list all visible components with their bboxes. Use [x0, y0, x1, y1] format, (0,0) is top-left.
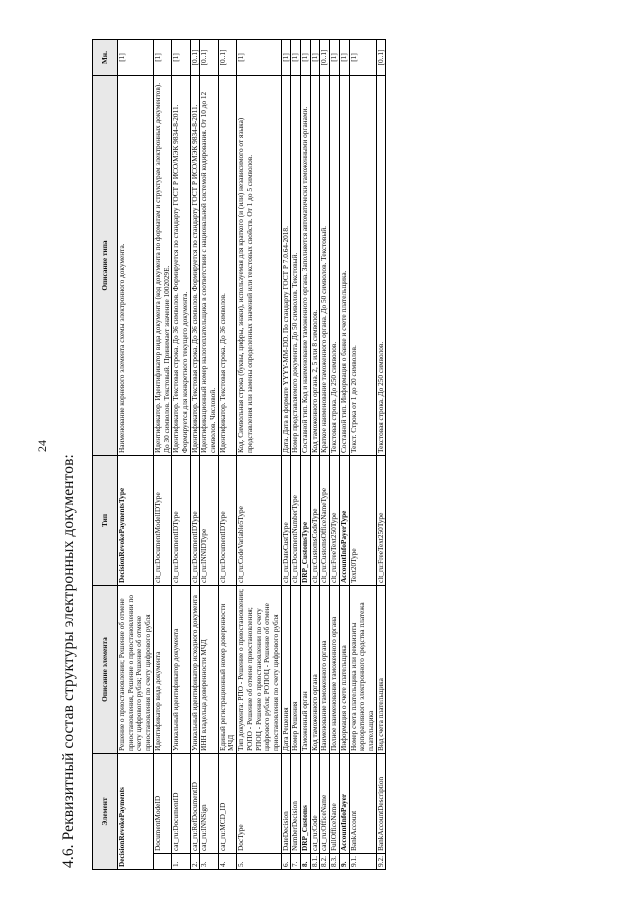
cell-type: clt_ru:DocumentIDType [218, 456, 236, 586]
cell-element-description: Единый регистрационный номер доверенности МЧД [218, 586, 236, 754]
cell-element: DocumentModeID [153, 754, 171, 854]
cell-type-description: Текст. Строка от 1 до 20 символов. [349, 76, 376, 456]
table-header-row [93, 40, 118, 870]
cell-type: DecisionRevokePaymentsType [118, 456, 154, 586]
cell-type: clt_ru:CustomsCodeType [310, 456, 320, 586]
cell-multiplicity: [1] [118, 40, 154, 76]
cell-number: 4. [218, 854, 236, 870]
cell-multiplicity: [1] [237, 40, 282, 76]
requisites-table [92, 39, 386, 870]
cell-type-description: Идентификатор. Текстовая строка. До 36 символов. [218, 76, 236, 456]
header-multiplicity: Мн. [93, 40, 118, 76]
cell-multiplicity: [1] [172, 40, 190, 76]
cell-number: 6. [281, 854, 291, 870]
cell-element-description: Дата Решения [281, 586, 291, 754]
cell-element: cat_ru:DocumentID [172, 754, 190, 854]
cell-multiplicity: [1] [301, 40, 311, 76]
cell-number: 8.3. [330, 854, 340, 870]
cell-multiplicity: [1] [291, 40, 301, 76]
cell-number: 8.1. [310, 854, 320, 870]
cell-element-description: Наименование таможенного органа [320, 586, 330, 754]
cell-type-description: Составной тип. Код и наименование таможенного органа. Заполняется автоматически таможенными органами. [301, 76, 311, 456]
cell-type-description: Дата. Дата в формате YYYY-MM-DD. По стандарту ГОСТ Р 7.0.64-2018. [281, 76, 291, 456]
cell-multiplicity: [1] [281, 40, 291, 76]
section-title: 4.6. Реквизитный состав структуры электронных документов: [60, 454, 77, 868]
cell-element-description: Полное наименование таможенного органа [330, 586, 340, 754]
cell-number: 8.2. [320, 854, 330, 870]
cell-multiplicity: [1] [310, 40, 320, 76]
table-row [376, 40, 386, 870]
cell-type-description: Номер представляемого документа. До 50 символов. Текстовый. [291, 76, 301, 456]
cell-multiplicity: [1] [153, 40, 171, 76]
header-type: Тип [93, 456, 118, 586]
cell-multiplicity: [0..1] [200, 40, 218, 76]
cell-number: 3. [200, 854, 218, 870]
cell-type-description: Идентификационный номер налогоплательщика в соответствии с национальной системой кодирования. От 10 до 12 символов. Числовой. [200, 76, 218, 456]
cell-type: clt_ru:DocumentIDType [172, 456, 190, 586]
table-body [118, 40, 386, 870]
rotated-page-content [60, 40, 386, 870]
cell-type-description: Идентификатор. Текстовая строка. До 36 символов. Формируется по стандарту ГОСТ Р ИСО/МЭК 9834-8-2011. [190, 76, 200, 456]
table-row [153, 40, 171, 870]
cell-element: cat_ru:MCD_ID [218, 754, 236, 854]
cell-element: BankAccountDescription [376, 754, 386, 854]
cell-element-description: Информация о счете плательщика [339, 586, 349, 754]
cell-type: clt_ru:FreeText250Type [376, 456, 386, 586]
cell-type-description: Текстовая строка. До 250 символов. [376, 76, 386, 456]
cell-type: clt_ru:FreeText250Type [330, 456, 340, 586]
cell-element: FullOfficeName [330, 754, 340, 854]
cell-number [153, 854, 171, 870]
cell-type-description: Краткое наименование таможенного органа. До 50 символов. Текстовый. [320, 76, 330, 456]
cell-element: BankAccount [349, 754, 376, 854]
cell-element-description: Код таможенного органа [310, 586, 320, 754]
table-row [339, 40, 349, 870]
cell-element: DRP_Customs [301, 754, 311, 854]
cell-element-description: Идентификатор вида документа [153, 586, 171, 754]
cell-element-description: Таможенный орган [301, 586, 311, 754]
cell-multiplicity: [1] [330, 40, 340, 76]
cell-element-description: Уникальный идентификатор документа [172, 586, 190, 754]
cell-multiplicity: [0..1] [320, 40, 330, 76]
cell-type: DRP_CustomsType [301, 456, 311, 586]
cell-type-description: Код таможенного органа. 2, 5 или 8 символов. [310, 76, 320, 456]
cell-type-description: Идентификатор. Текстовая строка. До 36 символов. Формируется по стандарту ГОСТ Р ИСО/МЭК 9834-8-2011. Формируется для конкретного текущего документа. [172, 76, 190, 456]
table-row [237, 40, 282, 870]
table-row [330, 40, 340, 870]
cell-type-description: Код. Символьная строка (буквы, цифры, знаки), используемая для краткого (и (или) независимого от языка) представления или замены определенных значений или текстовых свойств. От 1 до 5 символов. [237, 76, 282, 456]
header-element-description: Описание элемента [93, 586, 118, 754]
cell-number: 8. [301, 854, 311, 870]
cell-type: clt_ru:INNIDType [200, 456, 218, 586]
table-row [172, 40, 190, 870]
cell-number: 9.1. [349, 854, 376, 870]
table-row [200, 40, 218, 870]
cell-element: DateDecision [281, 754, 291, 854]
cell-number: 9. [339, 854, 349, 870]
table-row [301, 40, 311, 870]
cell-type-description: Идентификатор. Идентификатор вида документа (код документа по форматам и структурам электронных документов). До 30 символов. Текстовый. Принимает значение 1002029Е. [153, 76, 171, 456]
cell-element-description: Вид счета плательщика [376, 586, 386, 754]
cell-type-description: Составной тип. Информация о банке и счете плательщика. [339, 76, 349, 456]
cell-number: 9.2. [376, 854, 386, 870]
cell-element: cat_ru:Code [310, 754, 320, 854]
cell-element-description: Уникальный идентификатор исходного документа [190, 586, 200, 754]
cell-element: NumberDecision [291, 754, 301, 854]
cell-multiplicity: [0..1] [218, 40, 236, 76]
cell-element-description: Номер счета плательщика или реквизиты корпоративного электронного средства платежа плательщика [349, 586, 376, 754]
cell-element: cat_ru:RefDocumentID [190, 754, 200, 854]
header-type-description: Описание типа [93, 76, 118, 456]
cell-element: DecisionRevokePayments [118, 754, 154, 870]
cell-multiplicity: [1] [339, 40, 349, 76]
cell-type: clt_ru:DocumentModelIDType [153, 456, 171, 586]
table-row [218, 40, 236, 870]
cell-type-description: Наименование корневого элемента схемы электронного документа. [118, 76, 154, 456]
cell-element: DocType [237, 754, 282, 854]
cell-type: clt_ru:DocumentNumberType [291, 456, 301, 586]
table-row [349, 40, 376, 870]
cell-number: 2. [190, 854, 200, 870]
cell-multiplicity: [1] [349, 40, 376, 76]
header-element: Элемент [93, 754, 118, 870]
cell-element: AccountInfoPayer [339, 754, 349, 854]
cell-element-description: Номер Решения [291, 586, 301, 754]
cell-multiplicity: [0..1] [190, 40, 200, 76]
cell-type: clt_ru:CodeVariable5Type [237, 456, 282, 586]
cell-element-description: ИНН владельца доверенности МЧД [200, 586, 218, 754]
cell-type: clt_ru:CustomsOfficeNameType [320, 456, 330, 586]
cell-number: 5. [237, 854, 282, 870]
cell-element-description: Решение о приостановлении; Решение об отмене приостановления, Решение о приостановлении по счету цифрового рубля; Решение об отмене приостановления по счету цифрового рубля [118, 586, 154, 754]
cell-number: 7. [291, 854, 301, 870]
cell-element-description: Тип документа: РПО - Решение о приостановлении; РОПО - Решение об отмене приостановления; РПОЦ - Решение о приостановлении по счету цифрового рубля; РОПОЦ - Решение об отмене приостановления по счету цифрового рубля [237, 586, 282, 754]
cell-element: cat_ru:OfficeName [320, 754, 330, 854]
cell-type-description: Текстовая строка. До 250 символов. [330, 76, 340, 456]
cell-type: clt_ru:DateCustType [281, 456, 291, 586]
cell-element: cat_ru:INNSign [200, 754, 218, 854]
page-number: 24 [35, 440, 49, 452]
cell-number: 1. [172, 854, 190, 870]
cell-multiplicity: [0..1] [376, 40, 386, 76]
cell-type: clt_ru:DocumentIDType [190, 456, 200, 586]
cell-type: AccountInfoPayerType [339, 456, 349, 586]
cell-type: Text20Type [349, 456, 376, 586]
table-row [118, 40, 154, 870]
